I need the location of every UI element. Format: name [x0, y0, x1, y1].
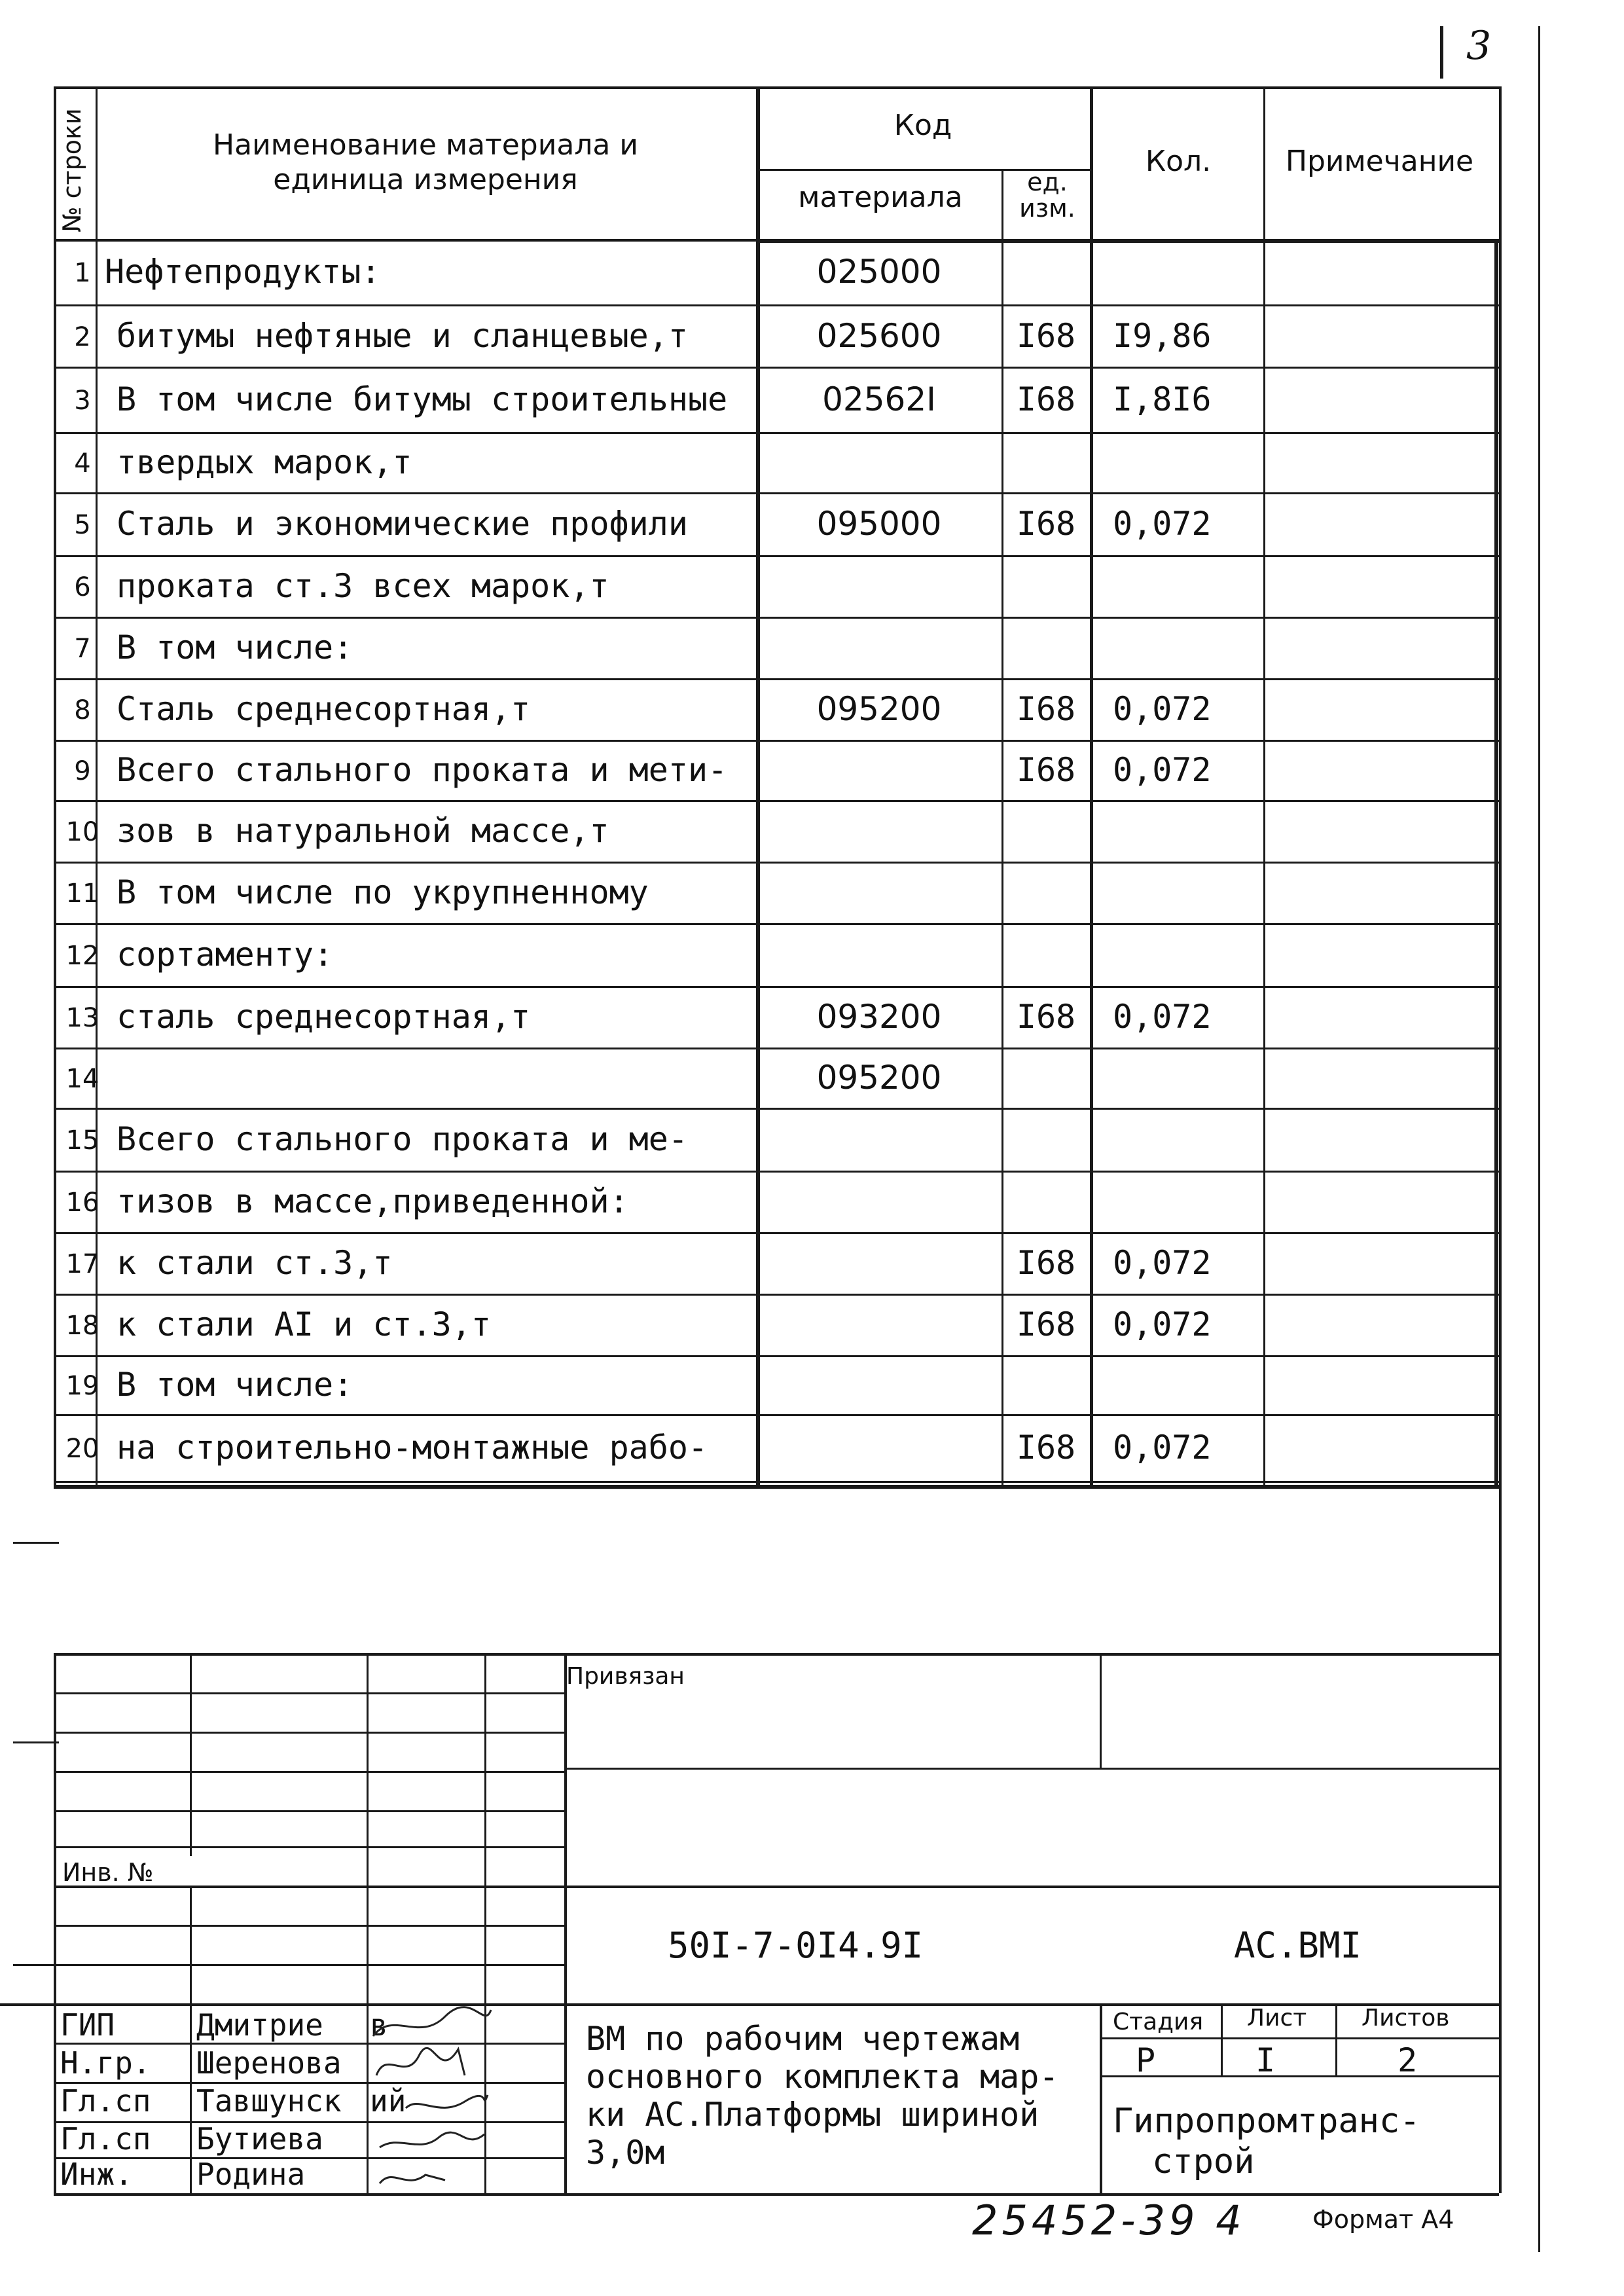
sheets-value: 2: [1398, 2041, 1418, 2079]
table-rule: [54, 678, 1499, 680]
title-rule: [1100, 2037, 1499, 2039]
signer-name: Тавшунск: [196, 2083, 342, 2119]
signer-role: ГИП: [60, 2007, 115, 2043]
title-rule: [564, 1653, 567, 2193]
signature-scribbles: [367, 2003, 497, 2193]
title-rule: [1100, 1653, 1102, 1768]
table-rule: [54, 1232, 1499, 1234]
table-rule: [54, 740, 1499, 742]
header-name-line2: единица измерения: [273, 163, 578, 196]
table-rule: [54, 367, 1499, 369]
sheets-label: Листов: [1362, 2005, 1450, 2032]
table-rule: [54, 1481, 1499, 1483]
title-rule: [54, 1653, 56, 2193]
row-qty: I9,86: [1113, 316, 1212, 355]
sheet-value: I: [1255, 2041, 1276, 2079]
row-name: В том числе:: [117, 1366, 353, 1404]
row-code: 095000: [816, 505, 942, 543]
row-number: 17: [65, 1249, 99, 1279]
title-rule: [54, 1846, 564, 1848]
row-code: 025000: [816, 253, 942, 291]
row-unit: I68: [1016, 380, 1076, 418]
header-code-unit-line1: ед.: [1027, 168, 1068, 196]
row-qty: 0,072: [1113, 1305, 1212, 1343]
row-name: Нефтепродукты:: [105, 253, 381, 291]
table-rule: [54, 1294, 1499, 1296]
title-rule: [54, 1810, 564, 1812]
row-unit: I68: [1016, 505, 1076, 543]
row-number: 20: [65, 1434, 99, 1464]
table-rule: [54, 1485, 1499, 1489]
title-rule: [13, 1741, 59, 1743]
table-rule: [54, 1108, 1499, 1110]
doc-title-line2: основного комплекта мар-: [586, 2058, 1059, 2096]
row-unit: I68: [1016, 690, 1076, 728]
doc-code: 50I-7-0I4.9I: [668, 1925, 924, 1966]
title-rule: [54, 2193, 1499, 2196]
row-unit: I68: [1016, 316, 1076, 355]
table-rule: [54, 617, 1499, 619]
row-qty: 0,072: [1113, 690, 1212, 728]
header-qty: Кол.: [1145, 145, 1212, 178]
row-unit: I68: [1016, 998, 1076, 1036]
row-number: 16: [65, 1188, 99, 1218]
row-code: 093200: [816, 998, 942, 1036]
row-name: проката ст.3 всех марок,т: [117, 567, 609, 605]
table-rule: [54, 432, 1499, 434]
table-rule: [54, 492, 1499, 494]
row-number: 6: [74, 572, 91, 602]
signer-name: Родина: [196, 2157, 306, 2192]
signer-role: Инж.: [60, 2157, 133, 2192]
stage-label: Стадия: [1113, 2009, 1204, 2035]
row-number: 13: [65, 1003, 99, 1033]
title-rule: [564, 1768, 1499, 1770]
row-code: 095200: [816, 690, 942, 728]
row-number: 10: [65, 817, 99, 847]
row-name: Всего стального проката и мети-: [117, 751, 728, 789]
table-rule: [756, 239, 1499, 243]
row-name: к стали ст.3,т: [117, 1244, 393, 1282]
title-rule: [1335, 2003, 1337, 2075]
row-qty: 0,072: [1113, 505, 1212, 543]
row-number: 19: [65, 1371, 99, 1401]
row-number: 5: [74, 510, 91, 540]
title-rule: [13, 1542, 59, 1544]
doc-mark: АС.ВМI: [1234, 1925, 1362, 1966]
signer-suffix: ий: [370, 2083, 406, 2119]
header-code: Код: [893, 109, 952, 142]
table-rule: [1090, 86, 1093, 1486]
signer-name: Бутиева: [196, 2121, 323, 2157]
row-name: к стали АI и ст.3,т: [117, 1305, 491, 1343]
row-name: В том числе по укрупненному: [117, 873, 649, 911]
row-name: твердых марок,т: [117, 443, 412, 481]
doc-title-line4: 3,0м: [586, 2134, 665, 2172]
table-rule: [54, 986, 1499, 988]
table-rule: [54, 1048, 1499, 1049]
row-number: 12: [65, 941, 99, 971]
org-line2: строй: [1152, 2142, 1255, 2181]
inv-no-label: Инв. №: [62, 1858, 154, 1887]
row-code: 02562I: [822, 380, 936, 418]
title-rule: [1221, 2003, 1223, 2075]
header-name-line1: Наименование материала и: [213, 128, 638, 162]
row-name: битумы нефтяные и сланцевые,т: [117, 316, 688, 355]
header-note: Примечание: [1285, 145, 1474, 178]
title-rule: [54, 1692, 564, 1694]
row-qty: 0,072: [1113, 751, 1212, 789]
table-rule: [54, 1171, 1499, 1173]
row-name: сталь среднесортная,т: [117, 998, 531, 1036]
row-number: 15: [65, 1125, 99, 1156]
signer-suffix: в: [370, 2007, 388, 2043]
row-name: Всего стального проката и ме-: [117, 1120, 688, 1158]
row-number: 18: [65, 1311, 99, 1341]
signer-role: Гл.сп: [60, 2083, 151, 2119]
stage-value: Р: [1136, 2041, 1156, 2079]
table-rule: [54, 1414, 1499, 1416]
row-qty: 0,072: [1113, 1244, 1212, 1282]
title-rule: [54, 1964, 564, 1966]
signer-name: Шеренова: [196, 2045, 342, 2081]
table-rule: [1499, 86, 1502, 1486]
title-rule: [190, 1886, 192, 2193]
header-code-unit-line2: изм.: [1019, 194, 1075, 223]
title-rule: [1100, 2003, 1102, 2193]
row-number: 1: [74, 258, 91, 288]
table-rule: [54, 800, 1499, 802]
table-rule: [54, 862, 1499, 864]
row-number: 11: [65, 879, 99, 909]
table-rule: [1263, 86, 1265, 1486]
row-qty: I,8I6: [1113, 380, 1212, 418]
doc-title-line3: ки АС.Платформы шириной: [586, 2096, 1039, 2134]
row-number: 8: [74, 695, 91, 725]
title-rule: [54, 1925, 564, 1927]
row-unit: I68: [1016, 1305, 1076, 1343]
signer-role: Н.гр.: [60, 2045, 151, 2081]
table-rule: [54, 304, 1499, 306]
row-unit: I68: [1016, 751, 1076, 789]
doc-title-line1: ВМ по рабочим чертежам: [586, 2020, 1020, 2058]
signer-name: Дмитрие: [196, 2007, 323, 2043]
row-number: 4: [74, 448, 91, 479]
row-name: на строительно-монтажные рабо-: [117, 1429, 708, 1467]
page-number: 3: [1466, 23, 1492, 69]
row-name: В том числе:: [117, 629, 353, 666]
row-name: Сталь среднесортная,т: [117, 690, 531, 728]
title-rule: [54, 1653, 1499, 1656]
handwritten-number: 25452-39 4: [972, 2196, 1246, 2244]
table-rule: [54, 1355, 1499, 1357]
sheet-label: Лист: [1247, 2005, 1307, 2032]
signer-role: Гл.сп: [60, 2121, 151, 2157]
row-name: тизов в массе,приведенной:: [117, 1182, 629, 1220]
row-name: Сталь и экономические профили: [117, 505, 688, 543]
row-unit: I68: [1016, 1244, 1076, 1282]
privyazan-label: Привязан: [566, 1663, 685, 1690]
title-rule: [54, 1732, 564, 1734]
org-line1: Гипропромтранс-: [1113, 2102, 1420, 2141]
title-rule: [54, 1771, 564, 1773]
row-number: 2: [74, 321, 91, 352]
title-rule: [13, 1964, 59, 1966]
row-number: 9: [74, 756, 91, 786]
table-rule: [756, 86, 760, 1486]
row-number: 7: [74, 634, 91, 664]
header-row-no: № строки: [58, 108, 86, 232]
header-code-material: материала: [798, 181, 963, 214]
row-qty: 0,072: [1113, 998, 1212, 1036]
row-name: сортаменту:: [117, 936, 334, 974]
row-number: 14: [65, 1064, 99, 1094]
format-label: Формат А4: [1312, 2205, 1454, 2234]
row-name: зов в натуральной массе,т: [117, 812, 609, 850]
row-code: 025600: [816, 316, 942, 355]
title-rule: [1499, 1485, 1502, 2193]
row-number: 3: [74, 386, 91, 416]
title-rule: [1100, 2075, 1499, 2077]
row-code: 095200: [816, 1059, 942, 1097]
title-rule: [54, 1886, 1499, 1888]
table-rule: [54, 555, 1499, 557]
row-unit: I68: [1016, 1429, 1076, 1467]
row-qty: 0,072: [1113, 1429, 1212, 1467]
table-rule: [54, 86, 1499, 89]
title-rule: [190, 1653, 192, 1856]
table-rule: [54, 923, 1499, 925]
row-name: В том числе битумы строительные: [117, 380, 728, 418]
